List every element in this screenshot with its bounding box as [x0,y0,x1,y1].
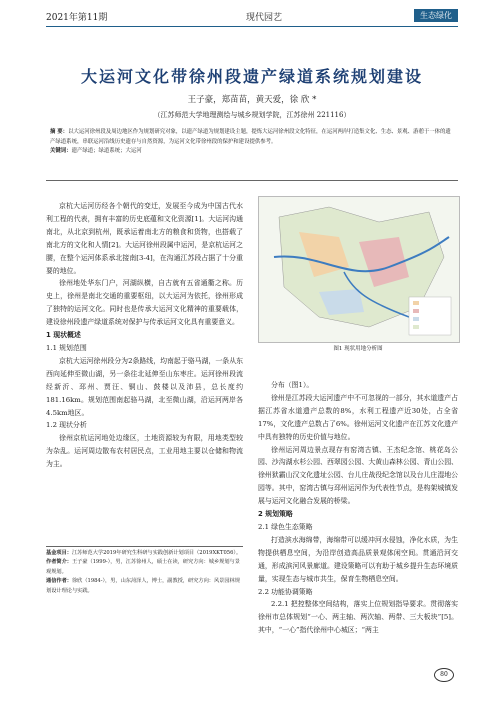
subsection-heading: 1.2 现状分析 [46,421,87,430]
page-header [46,8,458,24]
journal-name: 现代园艺 [246,13,283,23]
keywords-label: 关键词： [50,148,72,155]
authors: 王子豪，郑苗苗，黄天爱，徐 欣 * [187,95,317,105]
subsection-heading: 1.1 规划范围 [46,343,87,352]
paragraph: 徐州是江苏段大运河遗产中不可忽视的一部分，其水道遗产占据江苏省水道遗产总数的8%，水利工程遗产近30处，占全省17%，文化遗产总数占了6%。徐州运河文化遗产在江苏文化遗产中具有独特的历史价值与地位。 [258,393,458,441]
affiliation: （江苏师范大学地理测绘与城乡规划学院，江苏徐州 221116） [153,111,351,119]
abstract-rule [46,180,458,181]
article-title: 大运河文化带徐州段遗产绿道系统规划建设 [80,67,423,86]
header-rule [46,26,458,27]
paragraph: 京杭大运河历经各个朝代的变迁，发展至今成为中国古代水利工程的代表，拥有丰富的历史底蕴和文化资源[1]。大运河沟通南北，从北京到杭州，既承运着南北方的粮食和货物，也搭载了南北方的文化和人情[2]。大运河徐州段属中运河，是京杭运河之腰，在整个运河体系承北接南[3-4]，在沟通江苏段占据了十分重要的地位。 [46,202,243,275]
figure-caption: 图1 现状用地分析图 [333,346,383,352]
issue-label: 2021年第11期 [46,13,108,23]
paragraph: 徐州运河周边景点现存有窑湾古镇、王杰纪念馆、桃花岛公园、沙沟湖水杉公园、西翠园公园、大黄山森林公园、青山公园、徐州狱霸山汉文化遗址公园、台儿庄战役纪念馆以及台儿庄湿地公园等。其中，窑湾古镇与邳州运河作为代表性节点，是构架城镇发展与运河文化融合发展的桥梁。 [258,445,458,506]
section-heading: 1 现状概述 [46,331,81,340]
section-heading: 2 规划策略 [258,510,293,519]
corresponding-author: 徐欣（1984-），男，山东菏泽人，博士，副教授，研究方向：风景园林规划设计理论与实践。 [46,578,240,594]
abstract-label: 摘 要： [50,129,69,135]
paragraph: 分布（图1）。 [271,381,314,389]
land-use-map-image [259,197,459,342]
figure-map [258,196,460,343]
abstract-text: 以大运河徐州段及周边地区作为规划研究对象，以遗产绿道为规划建设主题，提炼大运河徐州段文化特征，在运河两岸打造集文化、生态、景观、游憩于一体的遗产绿道系统，串联运河沿线历史遗存与自然资源，为运河文化带徐州段的保护和建设提供参考。 [50,129,451,145]
paragraph: 2.2.1 把控整体空间结构，落实上位规划指导要求。贯彻落实徐州市总体规划“一心、两主轴、两次轴、两带、三大板块”[5]。其中，“一心”指代徐州中心城区；“两主 [258,600,458,635]
keywords-text: 遗产绿道；绿道系统；大运河 [71,148,142,155]
left-column [46,200,243,530]
paragraph: 徐州地处华东门户，河湖纵横，自古就有五省通衢之称。历史上，徐州是南北交通的重要枢纽，以大运河为依托，徐州形成了独特的运河文化。同时也是传承大运河文化精神的重要载体，建设徐州段遗产绿道系统对保护与传承运河文化具有重要意义。 [46,279,243,327]
fund-label: 基金项目： [46,550,72,556]
subsection-heading: 2.1 绿色生态策略 [258,522,313,531]
paragraph: 打造滨水海绵带，海绵带可以缓冲河水侵蚀，净化水质，为生物提供栖息空间，为沿岸创造高品质景观体闲空间。贯通沿河交通，形成滨河风景廊道。建设策略可以有助于城乡提升生态环境质量，实现生态与城市共生，保育生物栖息空间。 [258,535,458,583]
right-column [258,379,458,679]
section-badge: 生态绿化 [414,9,458,22]
abstract-block [50,128,454,157]
author-bio-label: 作者简介： [46,559,72,566]
fund-text: 江苏师范大学2019年研究生科研与实践创新计划项目（2019XKT056）。 [71,550,242,556]
author-bio: 王子豪（1999-），男，江苏徐州人，硕士在读，研究方向：城乡规划与景观规划。 [46,559,240,575]
footnote [46,546,243,596]
paragraph: 徐州京杭运河地处边缘区，土地资源较为有限，用地类型较为杂乱。运河周边散布农村居民点，工业用地主要以仓储和物流为主。 [46,434,243,469]
page-number: 80 [434,668,454,682]
corresponding-label: 通信作者： [46,578,72,585]
subsection-heading: 2.2 功能协调策略 [258,587,313,596]
paragraph: 京杭大运河徐州段分为2条路线，均南起于骆马湖，一条从东西向延伸至微山湖，另一条往北延伸至山东枣庄。运河徐州段流经新沂、邳州、贾汪、铜山、鼓楼以及沛县，总长度约181.16km。规划范围南起骆马湖，北至微山湖，沿运河两岸各4.5km地区。 [46,356,243,417]
